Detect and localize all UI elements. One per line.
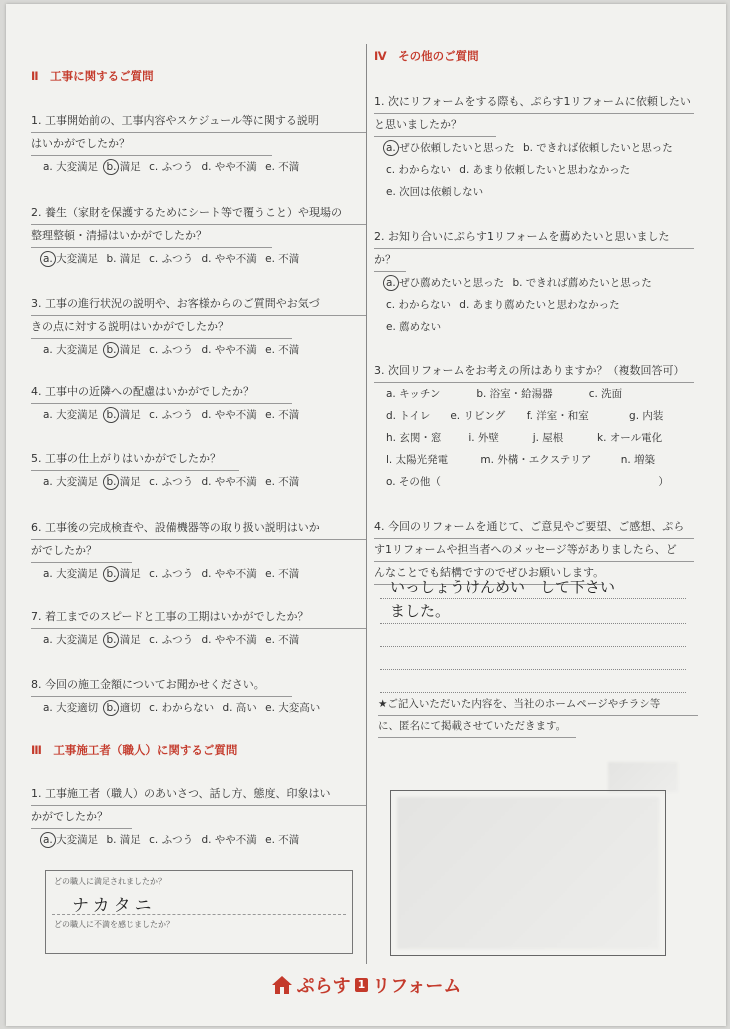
option-c[interactable]: c. わからない xyxy=(386,164,451,176)
answer-options xyxy=(31,404,366,426)
handwritten-comment-line-1: いっしょうけんめい して下さい xyxy=(390,578,616,596)
question-4-1 xyxy=(374,91,694,203)
option-o[interactable]: o. その他（ xyxy=(386,476,441,488)
option-a-selected[interactable]: a. 大変満足 xyxy=(43,248,98,270)
question-3-1 xyxy=(31,783,366,851)
question-text: 5. 工事の仕上がりはいかがでしたか？ xyxy=(31,448,239,471)
option-d[interactable]: d. やや不満 xyxy=(201,253,257,265)
option-c[interactable]: c. わからない xyxy=(149,702,215,714)
answer-options xyxy=(31,471,366,493)
question-text: 3. 工事の進行状況の説明や、お客様からのご質問やお気づ xyxy=(31,293,366,316)
option-d[interactable]: d. あまり依頼したいと思わなかった xyxy=(459,164,631,176)
answer-options xyxy=(31,156,366,178)
question-text: か？ xyxy=(374,249,406,272)
question-4-2 xyxy=(374,226,694,338)
option-a[interactable]: a. 大変適切 xyxy=(43,702,99,714)
option-b[interactable]: b. 満足 xyxy=(106,253,141,265)
question-2-2 xyxy=(31,202,366,270)
option-b[interactable]: b. できれば薦めたいと思った xyxy=(512,277,652,289)
company-logo xyxy=(271,972,462,998)
option-d[interactable]: d. やや不満 xyxy=(201,634,257,646)
comment-area[interactable] xyxy=(374,580,692,696)
option-c[interactable]: c. 洗面 xyxy=(588,388,623,400)
option-d[interactable]: d. やや不満 xyxy=(201,568,257,580)
notice-text: に、匿名にて掲載させていただきます。 xyxy=(378,716,576,738)
option-c[interactable]: c. ふつう xyxy=(149,834,194,846)
question-2-8 xyxy=(31,674,366,719)
answer-options xyxy=(374,181,694,203)
option-a[interactable]: a. 大変満足 xyxy=(43,568,99,580)
answer-options xyxy=(31,829,366,851)
option-a-selected[interactable]: a. 大変満足 xyxy=(43,829,98,851)
redacted-stamp xyxy=(608,762,678,792)
comment-line xyxy=(380,669,686,670)
section-2-title: Ⅱ 工事に関するご質問 xyxy=(31,69,154,83)
option-c[interactable]: c. ふつう xyxy=(149,634,194,646)
satisfied-craftsman-label: どの職人に満足されましたか？ xyxy=(54,877,166,886)
notice-text: ★ご記入いただいた内容を、当社のホームページやチラシ等 xyxy=(378,694,698,716)
question-2-6 xyxy=(31,517,366,585)
option-b-selected[interactable]: b. 満足 xyxy=(106,471,140,493)
option-c[interactable]: c. ふつう xyxy=(149,253,194,265)
option-c[interactable]: c. ふつう xyxy=(149,409,194,421)
question-text: 1. 次にリフォームをする際も、ぷらす1リフォームに依頼したい xyxy=(374,91,694,114)
option-b-selected[interactable]: b. 適切 xyxy=(106,697,140,719)
option-e[interactable]: e. 不満 xyxy=(265,344,300,356)
question-text: 4. 工事中の近隣への配慮はいかがでしたか？ xyxy=(31,381,292,404)
question-text: 8. 今回の施工金額についてお聞かせください。 xyxy=(31,674,292,697)
option-h[interactable]: h. 玄関・窓 xyxy=(386,432,442,444)
option-n[interactable]: n. 増築 xyxy=(620,454,656,466)
option-e[interactable]: e. 不満 xyxy=(265,834,300,846)
option-d[interactable]: d. やや不満 xyxy=(201,161,257,173)
option-a-selected[interactable]: a. ぜひ薦めたいと思った xyxy=(386,272,504,294)
option-c[interactable]: c. ふつう xyxy=(149,568,194,580)
question-2-3 xyxy=(31,293,366,361)
question-text: きの点に対する説明はいかがでしたか？ xyxy=(31,316,292,339)
option-b[interactable]: b. 浴室・給湯器 xyxy=(476,388,553,400)
question-text: んなことでも結構ですのでぜひお願いします。 xyxy=(374,562,604,585)
comment-line xyxy=(380,598,686,599)
option-a[interactable]: a. 大変満足 xyxy=(43,476,99,488)
house-icon xyxy=(271,975,293,995)
option-a[interactable]: a. 大変満足 xyxy=(43,409,99,421)
option-o-close: ） xyxy=(658,476,669,488)
option-e[interactable]: e. 不満 xyxy=(265,161,300,173)
answer-options xyxy=(374,294,694,316)
logo-number: 1 xyxy=(355,978,369,992)
answer-options xyxy=(374,137,694,159)
question-text: 7. 着工までのスピードと工事の工期はいかがでしたか？ xyxy=(31,606,366,629)
unsatisfied-craftsman-label: どの職人に不満を感じましたか？ xyxy=(54,920,174,929)
question-text: 2. 養生（家財を保護するためにシート等で覆うこと）や現場の xyxy=(31,202,366,225)
section-3-title: Ⅲ 工事施工者（職人）に関するご質問 xyxy=(31,743,238,757)
option-e[interactable]: e. 不満 xyxy=(265,476,300,488)
option-e[interactable]: e. 不満 xyxy=(265,568,300,580)
footer xyxy=(6,972,726,999)
question-text: 1. 工事施工者（職人）のあいさつ、話し方、態度、印象はい xyxy=(31,783,366,806)
handwritten-comment-line-2: ました。 xyxy=(390,602,451,620)
option-d[interactable]: d. やや不満 xyxy=(201,476,257,488)
satisfied-craftsman-answer[interactable]: ナカタニ xyxy=(72,896,156,916)
answer-options xyxy=(374,405,694,427)
publication-notice xyxy=(378,694,698,738)
signature-box xyxy=(390,790,666,956)
option-b-selected[interactable]: b. 満足 xyxy=(106,563,140,585)
option-a[interactable]: a. 大変満足 xyxy=(43,344,99,356)
option-b-selected[interactable]: b. 満足 xyxy=(106,156,140,178)
question-2-1 xyxy=(31,110,366,178)
question-4-4 xyxy=(374,516,694,585)
question-2-4 xyxy=(31,381,366,426)
redacted-signature xyxy=(397,797,659,949)
question-text: 6. 工事後の完成検査や、設備機器等の取り扱い説明はいか xyxy=(31,517,366,540)
option-e[interactable]: e. 不満 xyxy=(265,253,300,265)
answer-options xyxy=(31,697,366,719)
option-b[interactable]: b. できれば依頼したいと思った xyxy=(522,142,673,154)
option-c[interactable]: c. ふつう xyxy=(149,344,194,356)
survey-sheet xyxy=(6,4,726,1026)
option-e[interactable]: e. 大変高い xyxy=(265,702,321,714)
option-m[interactable]: m. 外構・エクステリア xyxy=(480,454,592,466)
option-e[interactable]: e. 薦めない xyxy=(386,321,442,333)
answer-options xyxy=(374,427,694,449)
option-a[interactable]: a. 大変満足 xyxy=(43,634,99,646)
option-i[interactable]: i. 外壁 xyxy=(468,432,499,444)
question-text: 4. 今回のリフォームを通じて、ご意見やご要望、ご感想、ぷら xyxy=(374,516,694,539)
answer-options xyxy=(374,383,694,405)
option-l[interactable]: l. 太陽光発電 xyxy=(386,454,449,466)
question-text: はいかがでしたか？ xyxy=(31,133,272,156)
option-k[interactable]: k. オール電化 xyxy=(597,432,663,444)
option-b-selected[interactable]: b. 満足 xyxy=(106,339,140,361)
answer-options xyxy=(31,563,366,585)
option-d[interactable]: d. あまり薦めたいと思わなかった xyxy=(459,299,620,311)
option-a[interactable]: a. 大変満足 xyxy=(43,161,99,173)
answer-options xyxy=(374,159,694,181)
option-e[interactable]: e. 不満 xyxy=(265,409,300,421)
answer-options xyxy=(31,339,366,361)
craftsman-box xyxy=(45,870,353,954)
option-d[interactable]: d. トイレ xyxy=(386,410,431,422)
question-text: 3. 次回リフォームをお考えの所はありますか？（複数回答可） xyxy=(374,360,694,383)
answer-options xyxy=(374,449,694,471)
option-b-selected[interactable]: b. 満足 xyxy=(106,629,140,651)
answer-options xyxy=(31,248,366,270)
option-c[interactable]: c. わからない xyxy=(386,299,451,311)
comment-line xyxy=(380,623,686,624)
answer-options xyxy=(31,629,366,651)
answer-options xyxy=(374,316,694,338)
option-g[interactable]: g. 内装 xyxy=(629,410,664,422)
section-4-title: Ⅳ その他のご質問 xyxy=(374,49,479,63)
question-2-5 xyxy=(31,448,366,493)
option-d[interactable]: d. やや不満 xyxy=(201,834,257,846)
option-d[interactable]: d. 高い xyxy=(222,702,257,714)
option-c[interactable]: c. ふつう xyxy=(149,161,194,173)
logo-text-2: リフォーム xyxy=(372,976,462,997)
column-divider xyxy=(366,44,367,964)
question-text: 2. お知り合いにぷらす1リフォームを薦めたいと思いました xyxy=(374,226,694,249)
option-a-selected[interactable]: a. ぜひ依頼したいと思った xyxy=(386,137,515,159)
box-divider xyxy=(52,914,346,915)
option-b[interactable]: b. 満足 xyxy=(106,834,141,846)
logo-text: ぷらす xyxy=(296,976,351,997)
option-c[interactable]: c. ふつう xyxy=(149,476,194,488)
comment-line xyxy=(380,646,686,647)
question-text: 1. 工事開始前の、工事内容やスケジュール等に関する説明 xyxy=(31,110,366,133)
option-b-selected[interactable]: b. 満足 xyxy=(106,404,140,426)
option-e[interactable]: e. 不満 xyxy=(265,634,300,646)
option-d[interactable]: d. やや不満 xyxy=(201,409,257,421)
question-text: かがでしたか？ xyxy=(31,806,132,829)
option-d[interactable]: d. やや不満 xyxy=(201,344,257,356)
option-j[interactable]: j. 屋根 xyxy=(532,432,564,444)
option-a[interactable]: a. キッチン xyxy=(386,388,441,400)
question-text: がでしたか？ xyxy=(31,540,132,563)
question-text: す1リフォームや担当者へのメッセージ等がありましたら、ど xyxy=(374,539,694,562)
question-text: と思いましたか？ xyxy=(374,114,496,137)
option-f[interactable]: f. 洋室・和室 xyxy=(526,410,589,422)
comment-line xyxy=(380,692,686,693)
option-e[interactable]: e. リビング xyxy=(450,410,506,422)
question-text: 整理整頓・清掃はいかがでしたか？ xyxy=(31,225,272,248)
option-e[interactable]: e. 次回は依頼しない xyxy=(386,186,484,198)
question-2-7 xyxy=(31,606,366,651)
question-4-3 xyxy=(374,360,694,493)
answer-options xyxy=(374,272,694,294)
answer-options xyxy=(374,471,694,493)
